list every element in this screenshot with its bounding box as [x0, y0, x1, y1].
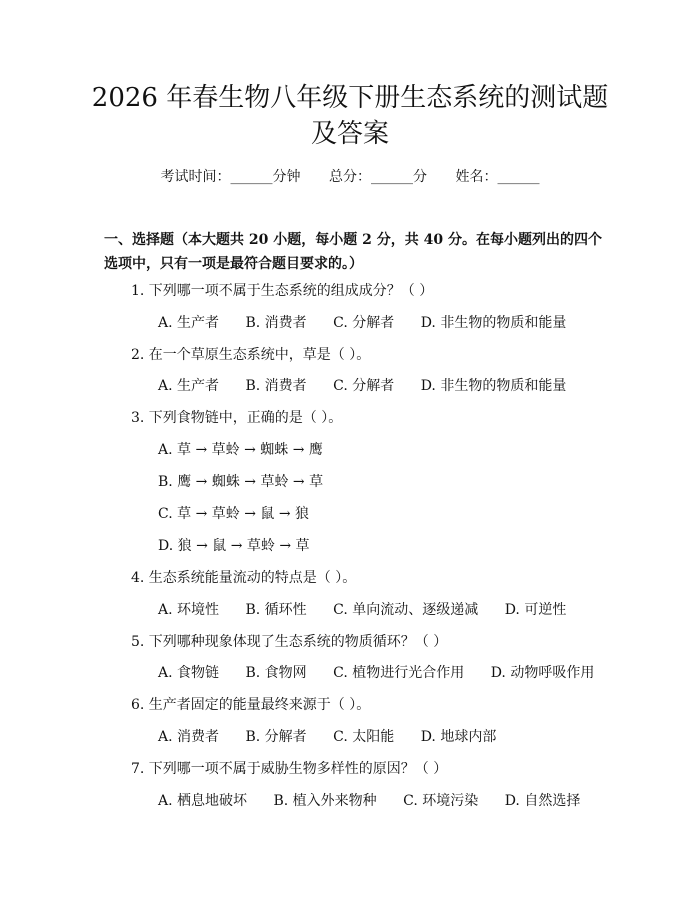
option: C. 分解者	[333, 378, 395, 394]
option: B. 鹰 → 蜘蛛 → 草蛉 → 草	[158, 474, 324, 490]
option: D. 动物呼吸作用	[490, 665, 595, 681]
option: B. 消费者	[245, 315, 307, 331]
exam-time: 考试时间：______分钟	[160, 169, 301, 185]
question-4: 4. 生态系统能量流动的特点是（ ）。	[131, 570, 357, 586]
option: B. 分解者	[245, 729, 307, 745]
option: C. 草 → 草蛉 → 鼠 → 狼	[158, 506, 310, 522]
question-1: 1. 下列哪一项不属于生态系统的组成成分？（ ）	[131, 283, 434, 299]
question-2-options	[158, 376, 588, 396]
question-2: 2. 在一个草原生态系统中，草是（ ）。	[131, 347, 371, 363]
option: B. 循环性	[245, 602, 307, 618]
exam-total-score: 总分：______分	[329, 169, 427, 185]
option: D. 非生物的物质和能量	[420, 378, 567, 394]
option: B. 食物网	[245, 665, 307, 681]
option: A. 栖息地破坏	[158, 793, 248, 809]
question-6: 6. 生产者固定的能量最终来源于（ ）。	[131, 697, 371, 713]
option: D. 可逆性	[504, 602, 567, 618]
option: A. 草 → 草蛉 → 蜘蛛 → 鹰	[158, 442, 323, 458]
option: B. 植入外来物种	[273, 793, 377, 809]
option: D. 非生物的物质和能量	[420, 315, 567, 331]
student-name: 姓名：______	[455, 169, 540, 185]
exam-title	[60, 80, 640, 152]
option: C. 分解者	[333, 315, 395, 331]
question-7: 7. 下列哪一项不属于威胁生物多样性的原因？（ ）	[131, 761, 448, 777]
option: B. 消费者	[245, 378, 307, 394]
title-line-1: 2026 年春生物八年级下册生态系统的测试题	[91, 83, 609, 113]
option: A. 环境性	[158, 602, 220, 618]
option: C. 太阳能	[333, 729, 395, 745]
question-7-options	[158, 791, 602, 811]
title-line-2: 及答案	[310, 119, 389, 149]
option: A. 消费者	[158, 729, 220, 745]
option: D. 地球内部	[420, 729, 497, 745]
option: C. 植物进行光合作用	[333, 665, 465, 681]
option: C. 环境污染	[403, 793, 479, 809]
option: A. 生产者	[158, 315, 220, 331]
option: D. 自然选择	[504, 793, 581, 809]
option: A. 生产者	[158, 378, 220, 394]
exam-meta	[0, 166, 700, 188]
question-5: 5. 下列哪种现象体现了生态系统的物质循环？（ ）	[131, 634, 448, 650]
question-1-options	[158, 313, 588, 333]
option: A. 食物链	[158, 665, 220, 681]
question-4-options	[158, 600, 588, 620]
question-5-options	[158, 663, 616, 683]
question-6-options	[158, 727, 518, 747]
section-heading: 一、选择题（本大题共 20 小题，每小题 2 分，共 40 分。在每小题列出的四个选项中，只有一项是最符合题目要求的。）	[104, 232, 602, 272]
option: D. 狼 → 鼠 → 草蛉 → 草	[158, 538, 310, 554]
option: C. 单向流动、逐级递减	[333, 602, 479, 618]
question-3: 3. 下列食物链中，正确的是（ ）。	[131, 410, 343, 426]
